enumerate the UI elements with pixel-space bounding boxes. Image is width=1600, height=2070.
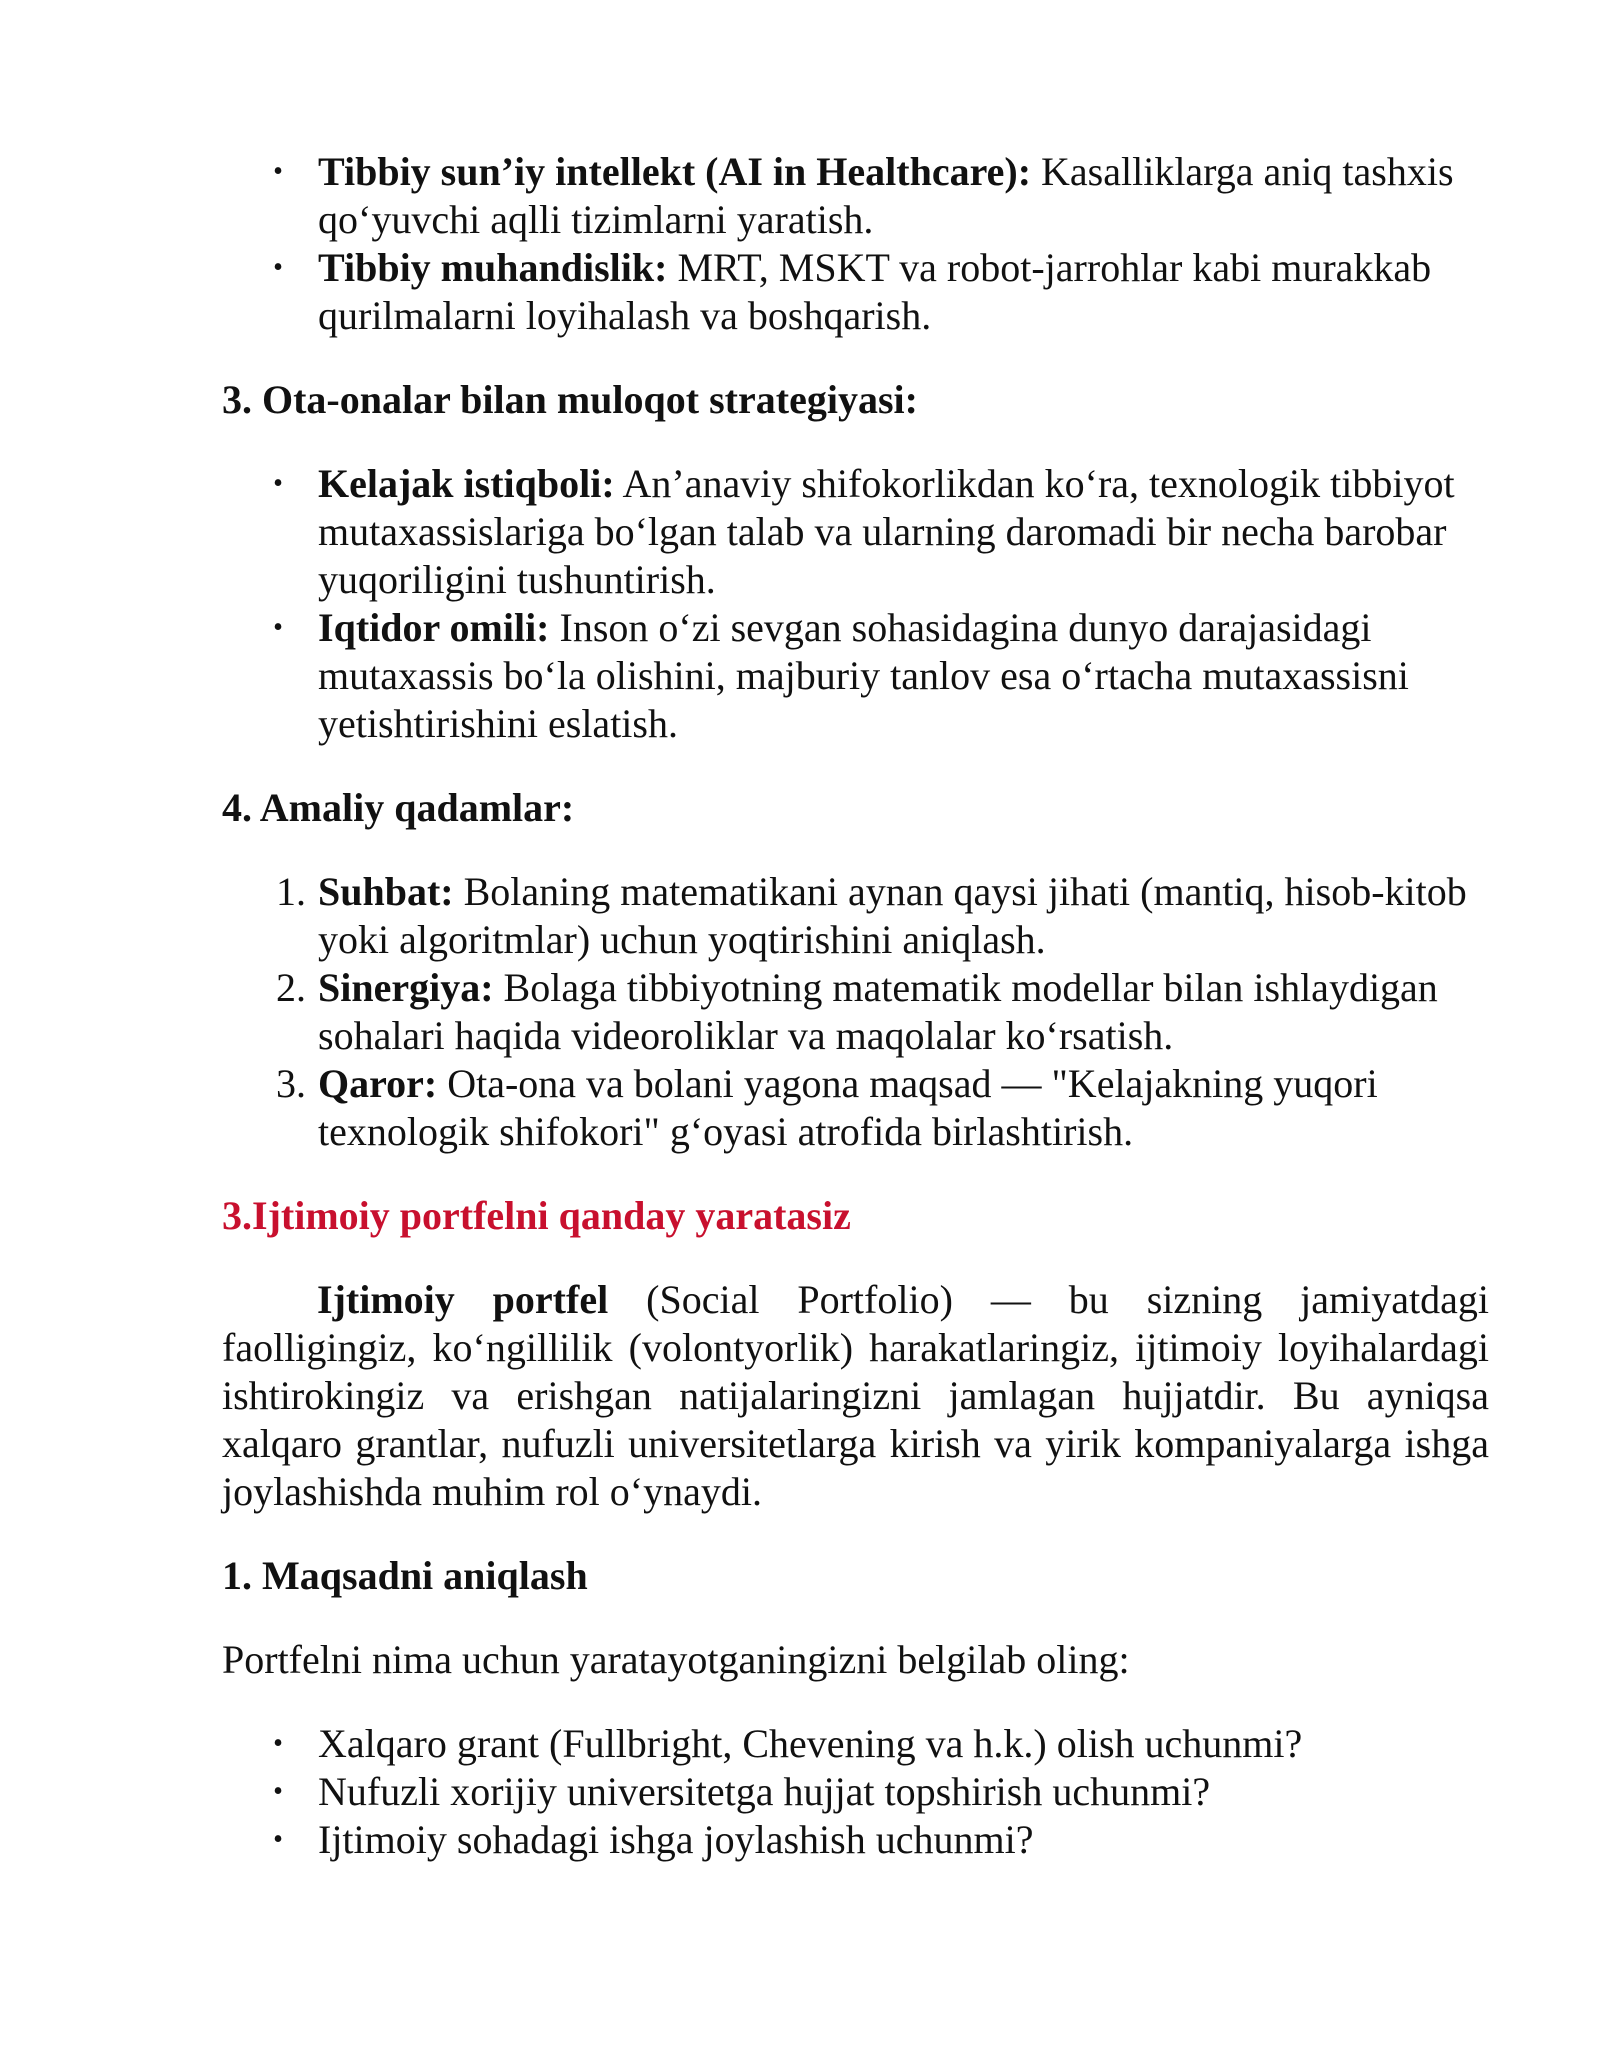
list-item <box>222 964 1489 1060</box>
heading-practical-steps: 4. Amaliy qadamlar: <box>222 785 575 830</box>
intro-text: (Social Portfolio) — bu sizning jamiyatdagi faolligingiz, ko‘ngillilik (volontyorlik) harakatlaringiz, ijtimoiy loyihalardagi ishtirokingiz va erishgan natijalaringizni jamlagan hujjatdir. Bu ayniqsa xalqaro grantlar, nufuzli universitetlarga kirish va yirik kompaniyalarga ishga joylashishda muhim rol o‘ynaydi. <box>222 1277 1489 1514</box>
list-number: 2. <box>276 965 306 1010</box>
list-item-term: Suhbat: <box>318 869 454 914</box>
intro-term: Ijtimoiy portfel <box>317 1277 609 1322</box>
list-item-term: Sinergiya: <box>318 965 494 1010</box>
heading-define-goal: 1. Maqsadni aniqlash <box>222 1553 588 1598</box>
list-item <box>222 244 1489 340</box>
strategy-list <box>222 460 1489 748</box>
list-item <box>222 460 1489 604</box>
list-item <box>222 868 1489 964</box>
list-item-term: Kelajak istiqboli: <box>318 461 615 506</box>
list-item-text: Xalqaro grant (Fullbright, Chevening va h.k.) olish uchunmi? <box>318 1721 1303 1766</box>
list-item-term: Tibbiy muhandislik: <box>318 245 668 290</box>
list-item-term: Qaror: <box>318 1061 438 1106</box>
list-item <box>222 604 1489 748</box>
list-item-text: Ijtimoiy sohadagi ishga joylashish uchunmi? <box>318 1817 1034 1862</box>
list-item-text: Bolaga tibbiyotning matematik modellar bilan ishlaydigan sohalari haqida videoroliklar va maqolalar ko‘rsatish. <box>318 965 1438 1058</box>
ai-list <box>222 148 1489 340</box>
list-item-text: Bolaning matematikani aynan qaysi jihati (mantiq, hisob-kitob yoki algoritmlar) uchun yoqtirishini aniqlash. <box>318 869 1467 962</box>
steps-list <box>222 868 1489 1156</box>
list-item-text: Inson o‘zi sevgan sohasidagina dunyo darajasidagi mutaxassis bo‘la olishini, majburiy tanlov esa o‘rtacha mutaxassisni yetishtirishini eslatish. <box>318 605 1409 746</box>
goals-list <box>222 1720 1489 1864</box>
list-item <box>222 1720 1489 1768</box>
bullet-icon: • <box>273 468 283 499</box>
list-item-text: Ota-ona va bolani yagona maqsad — "Kelajakning yuqori texnologik shifokori" g‘oyasi atrofida birlashtirish. <box>318 1061 1378 1154</box>
list-item-text: MRT, MSKT va robot-jarrohlar kabi murakkab qurilmalarni loyihalash va boshqarish. <box>318 245 1432 338</box>
list-item <box>222 1816 1489 1864</box>
list-number: 1. <box>276 869 306 914</box>
list-item-term: Iqtidor omili: <box>318 605 550 650</box>
list-item-term: Tibbiy sun’iy intellekt (AI in Healthcare): <box>318 149 1032 194</box>
list-item-text: Nufuzli xorijiy universitetga hujjat topshirish uchunmi? <box>318 1769 1211 1814</box>
heading-parent-strategy: 3. Ota-onalar bilan muloqot strategiyasi: <box>222 377 918 422</box>
list-item <box>222 1060 1489 1156</box>
document-page <box>222 148 1489 1864</box>
bullet-icon: • <box>273 1728 283 1759</box>
goal-prompt: Portfelni nima uchun yaratayotganingizni belgilab oling: <box>222 1637 1130 1682</box>
list-item-text: An’anaviy shifokorlikdan ko‘ra, texnologik tibbiyot mutaxassislariga bo‘lgan talab va ularning daromadi bir necha barobar yuqoriligini tushuntirish. <box>318 461 1455 602</box>
list-number: 3. <box>276 1061 306 1106</box>
list-item-text: Kasalliklarga aniq tashxis qo‘yuvchi aqlli tizimlarni yaratish. <box>318 149 1454 242</box>
bullet-icon: • <box>273 252 283 283</box>
section-title: 3.Ijtimoiy portfelni qanday yaratasiz <box>222 1193 851 1238</box>
intro-paragraph <box>222 1276 1489 1516</box>
bullet-icon: • <box>273 612 283 643</box>
list-item <box>222 148 1489 244</box>
bullet-icon: • <box>273 1776 283 1807</box>
list-item <box>222 1768 1489 1816</box>
bullet-icon: • <box>273 156 283 187</box>
bullet-icon: • <box>273 1824 283 1855</box>
